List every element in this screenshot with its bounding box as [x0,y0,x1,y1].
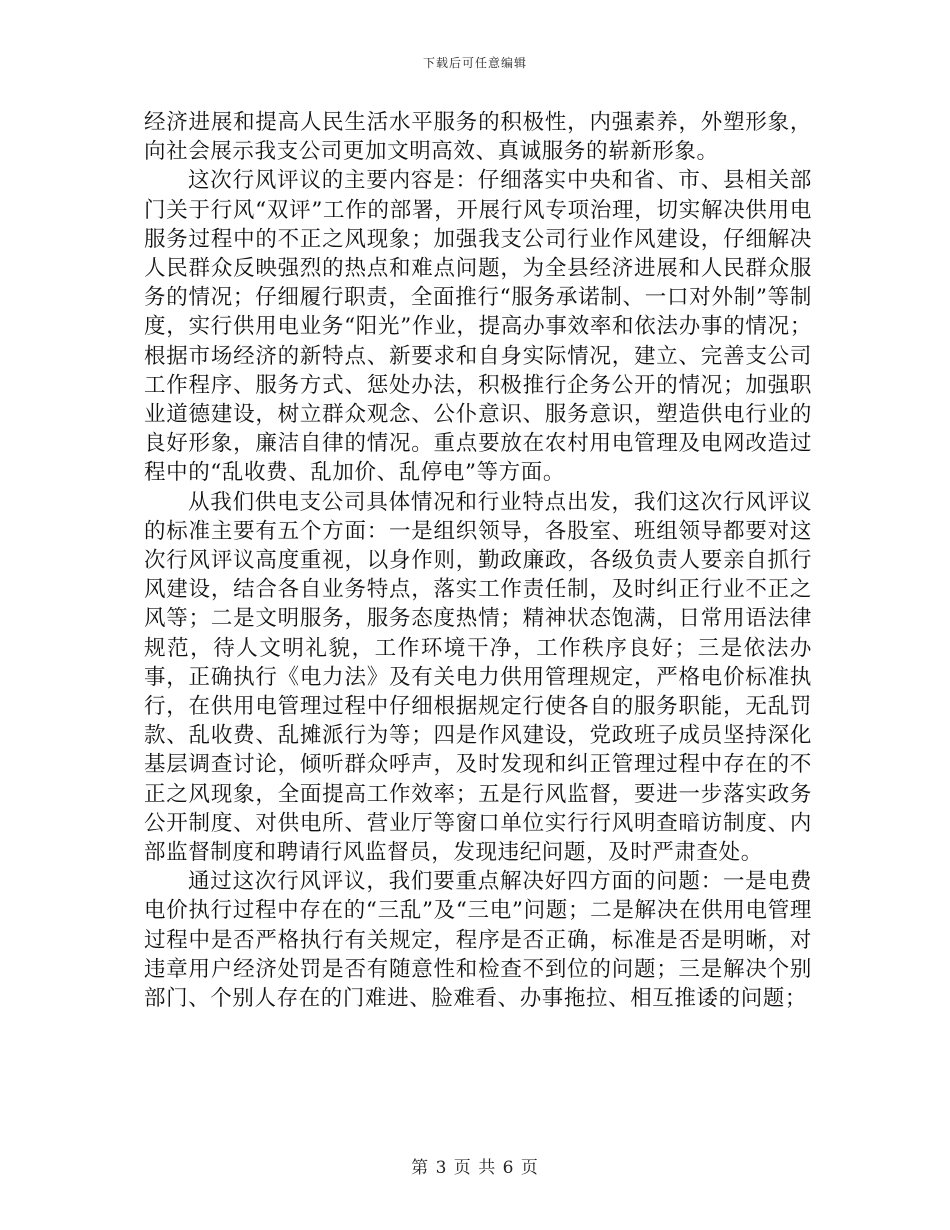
page-header: 下载后可任意编辑 [422,56,527,70]
paragraph-3: 从我们供电支公司具体情况和行业特点出发，我们这次行风评议的标准主要有五个方面：一是组织领导，各股室、班组领导都要对这次行风评议高度重视，以身作则，勤政廉政，各级负责人要亲自抓行风建设，结合各自业务特点，落实工作责任制，及时纠正行业不正之风等；二是文明服务，服务态度热情；精神状态饱满，日常用语法律规范，待人文明礼貌，工作环境干净，工作秩序良好；三是依法办事，正确执行《电力法》及有关电力供用管理规定，严格电价标准执行，在供用电管理过程中仔细根据规定行使各自的服务职能，无乱罚款、乱收费、乱摊派行为等；四是作风建设，党政班子成员坚持深化基层调查讨论，倾听群众呼声，及时发现和纠正管理过程中存在的不正之风现象，全面提高工作效率；五是行风监督，要进一步落实政务公开制度、对供电所、营业厅等窗口单位实行行风明查暗访制度、内部监督制度和聘请行风监督员，发现违纪问题，及时严肃查处。 [144,489,812,866]
page-footer: 第 3 页 共 6 页 [411,1158,539,1178]
paragraph-2: 这次行风评议的主要内容是：仔细落实中央和省、市、县相关部门关于行风“双评”工作的部署，开展行风专项治理，切实解决供用电服务过程中的不正之风现象；加强我支公司行业作风建设，仔细解决人民群众反映强烈的热点和难点问题，为全县经济进展和人民群众服务的情况；仔细履行职责，全面推行“服务承诺制、一口对外制”等制度，实行供用电业务“阳光”作业，提高办事效率和依法办事的情况；根据市场经济的新特点、新要求和自身实际情况，建立、完善支公司工作程序、服务方式、惩处办法，积极推行企务公开的情况；加强职业道德建设，树立群众观念、公仆意识、服务意识，塑造供电行业的良好形象，廉洁自律的情况。重点要放在农村用电管理及电网改造过程中的“乱收费、乱加价、乱停电”等方面。 [144,168,812,486]
paragraph-4: 通过这次行风评议，我们要重点解决好四方面的问题：一是电费电价执行过程中存在的“三乱”及“三电”问题；二是解决在供用电管理过程中是否严格执行有关规定，程序是否正确，标准是否是明晰，对违章用户经济处罚是否有随意性和检查不到位的问题；三是解决个别部门、个别人存在的门难进、脸难看、办事拖拉、相互推诿的问题； [144,869,812,1012]
paragraph-1: 经济进展和提高人民生活水平服务的积极性，内强素养，外塑形象，向社会展示我支公司更加文明高效、真诚服务的崭新形象。 [144,110,812,165]
document-body [144,108,812,1013]
